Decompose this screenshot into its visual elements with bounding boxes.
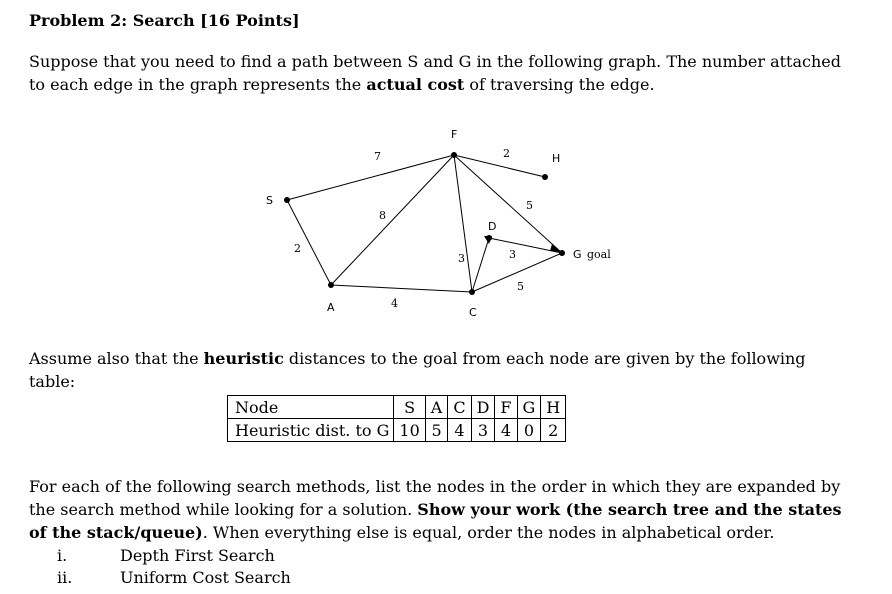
list-item xyxy=(57,567,291,589)
cost-s-f: 7 xyxy=(374,150,381,163)
label-g: G xyxy=(573,248,582,261)
edge-f-g xyxy=(454,155,562,253)
edge-a-f xyxy=(331,155,454,285)
cost-a-f: 8 xyxy=(379,209,386,222)
cost-f-c: 3 xyxy=(458,252,465,265)
method-name: Uniform Cost Search xyxy=(120,568,291,587)
heuristic-table xyxy=(227,395,566,442)
node-c xyxy=(469,289,475,295)
node-cell: C xyxy=(448,396,471,419)
label-f: F xyxy=(451,128,458,141)
edge-s-f xyxy=(287,155,454,200)
table-row-heuristic xyxy=(228,419,566,442)
label-g-goal: goal xyxy=(587,248,611,261)
heuristic-cell: 3 xyxy=(471,419,495,442)
row-label-node: Node xyxy=(228,396,394,419)
label-h: H xyxy=(552,152,561,165)
node-f xyxy=(451,152,457,158)
edge-c-d xyxy=(472,238,489,292)
problem-title: Problem 2: Search [16 Points] xyxy=(29,11,300,30)
cost-a-c: 4 xyxy=(391,297,398,310)
row-label-heuristic: Heuristic dist. to G xyxy=(228,419,394,442)
cost-c-d: 3 xyxy=(509,248,516,261)
instructions-paragraph: For each of the following search methods, list the nodes in the order in which they are expanded by the search method while looking for a solution. Show your work (the search tree and the states of the stack/queue). When everything else is equal, order the nodes in alphabetical order. xyxy=(29,477,842,542)
node-d xyxy=(486,235,492,241)
node-cell: G xyxy=(517,396,541,419)
heuristic-cell: 10 xyxy=(394,419,425,442)
node-s xyxy=(284,197,290,203)
heuristic-cell: 0 xyxy=(517,419,541,442)
node-h xyxy=(542,174,548,180)
heuristic-cell: 5 xyxy=(425,419,448,442)
node-cell: F xyxy=(495,396,517,419)
node-cell: D xyxy=(471,396,495,419)
intro-paragraph: Suppose that you need to find a path between S and G in the following graph. The number attached to each edge in the graph represents the actual cost of traversing the edge. xyxy=(29,52,841,94)
label-a: A xyxy=(327,301,335,314)
heuristic-cell: 4 xyxy=(448,419,471,442)
edge-f-h xyxy=(454,155,545,177)
method-name: Depth First Search xyxy=(120,546,275,565)
node-cell: S xyxy=(394,396,425,419)
list-number: i. xyxy=(57,546,68,565)
cost-c-g: 5 xyxy=(517,280,524,293)
label-s: S xyxy=(266,194,273,207)
heuristic-intro: Assume also that the heuristic distances to the goal from each node are given by the following table: xyxy=(29,349,806,391)
node-cell: A xyxy=(425,396,448,419)
cost-f-g: 5 xyxy=(526,199,533,212)
list-item xyxy=(57,545,291,567)
node-g xyxy=(559,250,565,256)
edge-a-c xyxy=(331,285,472,292)
heuristic-cell: 2 xyxy=(541,419,566,442)
node-cell: H xyxy=(541,396,566,419)
heuristic-cell: 4 xyxy=(495,419,517,442)
label-c: C xyxy=(469,306,477,319)
label-d: D xyxy=(488,220,497,233)
search-methods-list xyxy=(57,545,291,589)
table-row-node xyxy=(228,396,566,419)
edge-f-c xyxy=(454,155,472,292)
node-a xyxy=(328,282,334,288)
cost-f-h: 2 xyxy=(503,147,510,160)
list-number: ii. xyxy=(57,568,73,587)
cost-s-a: 2 xyxy=(294,242,301,255)
